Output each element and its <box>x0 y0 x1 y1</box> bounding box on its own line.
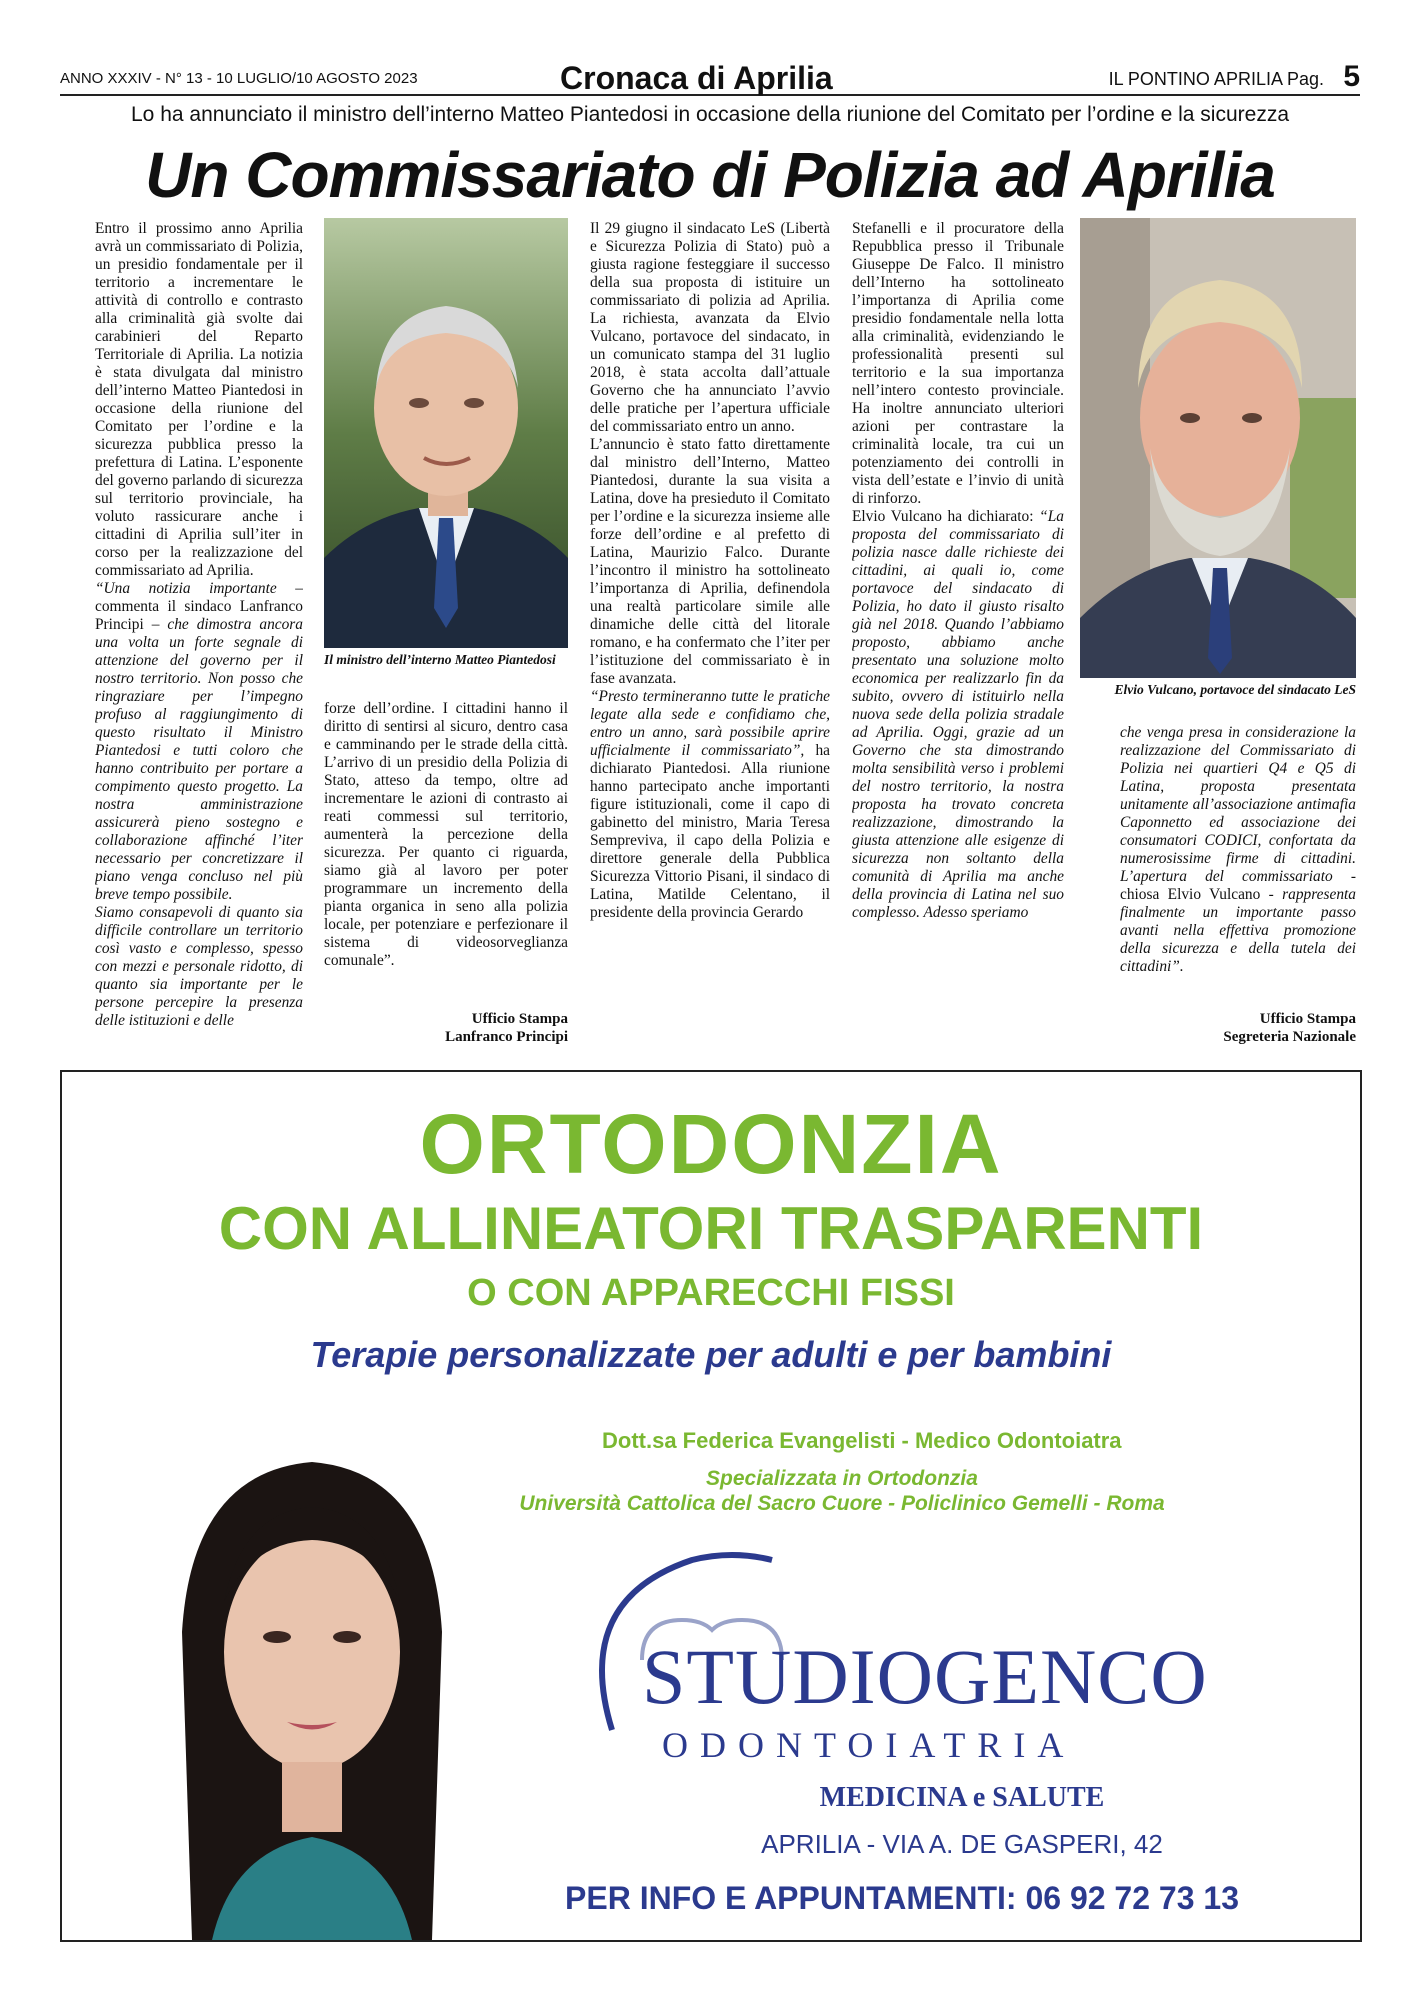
portrait-image <box>1080 218 1356 678</box>
photo-caption: Elvio Vulcano, portavoce del sindacato LeS <box>1114 682 1356 697</box>
ad-brand-sub: ODONTOIATRIA <box>662 1725 1076 1765</box>
quote-text: “Presto termineranno tutte le pratiche legate alla sede e confidiamo che, entro un anno, sarà possibile aprire ufficialmente il commissariato”, <box>590 688 830 759</box>
quote-text: che venga presa in considerazione la realizzazione del Commissariato di Polizia nei quartieri Q4 e Q5 di Latina, proposta presentata unitamente all’associazione antimafia Caponnetto ed associazione dei consumatori CODICI, confortata da numerosissime firme di cittadini. L’apertura del commissariato <box>1120 724 1356 885</box>
byline-signature <box>324 1010 568 1046</box>
article-column-1 <box>95 220 303 1048</box>
paragraph: L’annuncio è stato fatto direttamente dal ministro dell’Interno, Matteo Piantedosi, durante la sua visita a Latina, dove ha presieduto il Comitato per l’ordine e la sicurezza insieme alle forze dell’ordine e al prefetto di Latina, Maurizio Falco. Durante l’incontro il ministro ha sottolineato l’importanza di Aprilia, definendola una realtà particolare simile alle dinamiche delle città del litorale romano, e ha confermato che l’iter per l’istituzione del commissariato è in fase avanzata. <box>590 436 830 687</box>
masthead <box>60 60 1360 96</box>
specialization-line: Specializzata in Ortodonzia <box>706 1467 978 1490</box>
signature-line: Lanfranco Principi <box>445 1029 568 1045</box>
photo-piantedosi <box>324 218 568 648</box>
quote-paragraph: Siamo consapevoli di quanto sia difficile controllare un territorio così vasto e complesso, spesso con mezzi e personale ridotto, di quanto sia importante per le persone percepire la presenza delle istituzioni e delle <box>95 904 303 1029</box>
paragraph-text: Elvio Vulcano ha dichiarato: <box>852 508 1034 525</box>
ad-tagline: Terapie personalizzate per adulti e per bambini <box>310 1334 1112 1375</box>
article-column-5 <box>1120 724 1356 1020</box>
paragraph-text: ha dichiarato Piantedosi. Alla riunione hanno partecipato anche importanti figure istituzionali, come il capo di gabinetto del ministro, Maria Teresa Sempreviva, il capo della Polizia e direttore generale della Pubblica Sicurezza Vittorio Pisani, il sindaco di Latina, Matilde Celentano, il presidente della provincia Gerardo <box>590 742 830 921</box>
quote-text: che dimostra ancora una volta un forte segnale di attenzione del governo per il nostro territorio. Non posso che ringraziare per l’impegno profuso al raggiungimento di questo risultato il Ministro Piantedosi e tutti coloro che hanno contribuito per portare a compimento questo progetto. La nostra amministrazione assicurerà pieno sostegno e collaborazione affinché l’iter necessario per concretizzare il piano venga concluso nel più breve tempo possibile. <box>95 616 303 903</box>
ad-title: ORTODONZIA <box>419 1097 1003 1191</box>
quote-text: “Una notizia importante – <box>95 580 303 597</box>
quote-text: rappresenta finalmente un importante passo avanti nella effettiva promozione della sicurezza e della tutela dei cittadini”. <box>1120 886 1356 975</box>
attribution-text: - chiosa Elvio Vulcano - <box>1120 868 1356 903</box>
ad-address: APRILIA - VIA A. DE GASPERI, 42 <box>761 1829 1163 1859</box>
byline-signature <box>1120 1010 1356 1046</box>
paragraph: Stefanelli e il procuratore della Repubblica presso il Tribunale Giuseppe De Falco. Il ministro dell’Interno ha sottolineato l’importanza di Aprilia come presidio fondamentale nella lotta alla criminalità, evidenziando le professionalità presenti sul territorio e la sua importanza nell’intero contesto provinciale. Ha inoltre annunciato ulteriori azioni per contrastare la criminalità locale, tra cui un potenziamento dei controlli in vista dell’estate e l’invio di unità di rinforzo. <box>852 220 1064 507</box>
signature-line: Segreteria Nazionale <box>1223 1029 1356 1045</box>
issue-info: ANNO XXXIV - N° 13 - 10 LUGLIO/10 AGOSTO 2023 <box>60 70 418 87</box>
ad-specialization <box>462 1466 1222 1516</box>
article-kicker: Lo ha annunciato il ministro dell’interno Matteo Piantedosi in occasione della riunione del Comitato per l’ordine e la sicurezza <box>131 103 1289 126</box>
paper-name: IL PONTINO APRILIA Pag. <box>1108 69 1324 89</box>
portrait-image <box>324 218 568 648</box>
attribution-text: commenta il sindaco Lanfranco Principi – <box>95 598 303 633</box>
ad-subtitle-2: O CON APPARECCHI FISSI <box>467 1272 955 1314</box>
ad-phone: PER INFO E APPUNTAMENTI: 06 92 72 73 13 <box>565 1880 1239 1916</box>
article-column-2: forze dell’ordine. I cittadini hanno il diritto di sentirsi al sicuro, dentro casa e camminando per le strade della città. L’arrivo di un presidio della Polizia di Stato, atteso da tempo, oltre ad incrementare le azioni di contrasto ai reati commessi sul territorio, aumenterà la percezione della sicurezza. Per quanto ci riguarda, siamo già al lavoro per poter programmare un incremento della pianta organica in seno alla polizia locale, per potenziare e perfezionare il sistema di videosorveglianza comunale”. <box>324 700 568 969</box>
page-number: 5 <box>1343 60 1360 93</box>
ad-medicina: MEDICINA e SALUTE <box>819 1782 1105 1813</box>
signature-line: Ufficio Stampa <box>471 1011 568 1027</box>
specialization-line: Università Cattolica del Sacro Cuore - Policlinico Gemelli - Roma <box>519 1492 1165 1515</box>
paragraph: Il 29 giugno il sindacato LeS (Libertà e Sicurezza Polizia di Stato) può a giusta ragione festeggiare il successo della sua proposta di istituire un commissariato di polizia ad Aprilia. La richiesta, avanzata da Elvio Vulcano, portavoce del sindacato, in un comunicato stampa del 31 luglio 2018, è stata accolta dall’attuale Governo che ha annunciato l’avvio delle pratiche per l’apertura ufficiale del commissariato entro un anno. <box>590 220 830 435</box>
ad-brand: STUDIOGENCO <box>642 1633 1208 1720</box>
photo-vulcano <box>1080 218 1356 678</box>
photo-caption: Il ministro dell’interno Matteo Piantedosi <box>324 652 556 667</box>
doctor-photo <box>122 1432 502 1940</box>
paragraph: Entro il prossimo anno Aprilia avrà un commissariato di Polizia, un presidio fondamentale per il territorio a incrementare le attività di controllo e contrasto alla criminalità già svolte dai carabinieri del Reparto Territoriale di Aprilia. La notizia è stata divulgata dal ministro dell’interno Matteo Piantedosi in occasione della riunione del Comitato per l’ordine e la sicurezza pubblica presso la prefettura di Latina. L’esponente del governo parlando di sicurezza sul territorio provinciale, ha voluto rassicurare anche i cittadini di Aprilia sull’iter in corso per la realizzazione del commissariato ad Aprilia. <box>95 220 303 579</box>
signature-line: Ufficio Stampa <box>1259 1011 1356 1027</box>
ad-subtitle: CON ALLINEATORI TRASPARENTI <box>218 1195 1204 1262</box>
article-column-3 <box>590 220 830 1048</box>
ad-doctor: Dott.sa Federica Evangelisti - Medico Odontoiatra <box>602 1428 1122 1453</box>
ad-portrait <box>122 1432 502 1940</box>
article-headline: Un Commissariato di Polizia ad Aprilia <box>145 139 1275 211</box>
quote-text: “La proposta del commissariato di polizia nasce dalle richieste dei cittadini, ai quali io, come portavoce del sindacato di Polizia, ho dato il giusto risalto già nel 2018. Quando l’abbiamo proposto, abbiamo anche presentato una soluzione molto economica per realizzarlo fin da subito, ovvero di istituirlo nella nuova sede della polizia stradale ad Aprilia. Oggi, grazie ad un Governo che sta dimostrando molta sensibilità verso i problemi del nostro territorio, la nostra proposta ha trovato concreta realizzazione, dimostrando la giusta attenzione alle esigenze di sicurezza non soltanto della comunità di Aprilia ma anche della provincia di Latina nel suo complesso. Adesso speriamo <box>852 508 1064 921</box>
section-title: Cronaca di Aprilia <box>560 60 833 96</box>
advertisement <box>60 1070 1362 1942</box>
article-column-4 <box>852 220 1064 1048</box>
